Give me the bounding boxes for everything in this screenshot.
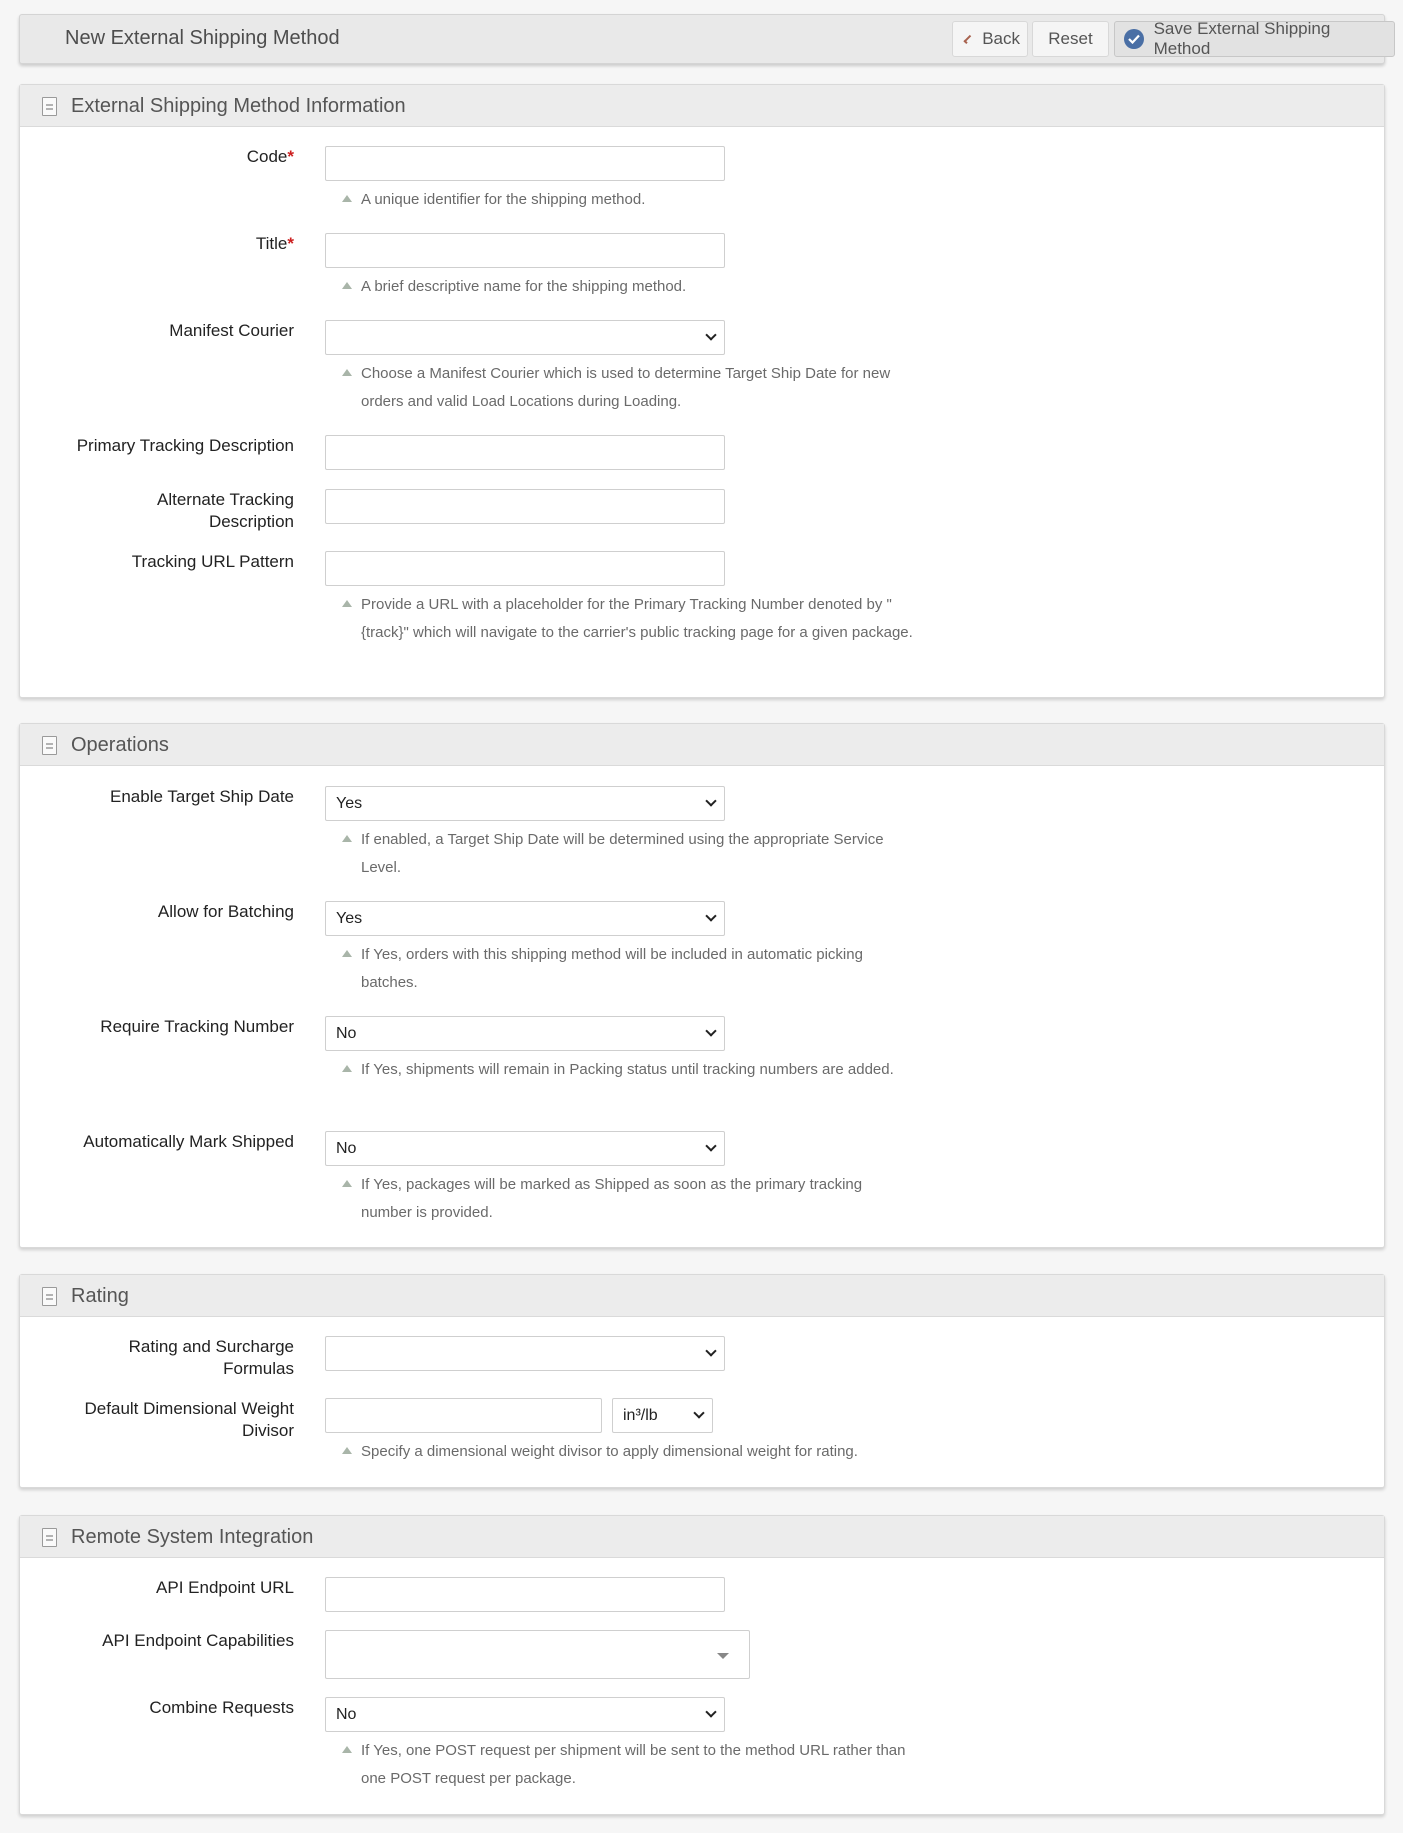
rating-formulas-select[interactable]: [325, 1336, 725, 1371]
save-button-label: Save External Shipping Method: [1153, 19, 1331, 58]
rating-panel-title: Rating: [71, 1285, 129, 1307]
tracking-number-label: Require Tracking Number: [100, 1017, 294, 1036]
info-panel: [19, 84, 1385, 698]
combine-requests-label: Combine Requests: [149, 1698, 294, 1717]
required-marker: *: [287, 234, 294, 253]
info-panel-title: External Shipping Method Information: [71, 95, 406, 117]
code-input[interactable]: [325, 146, 725, 181]
dim-divisor-help: Specify a dimensional weight divisor to apply dimensional weight for rating.: [342, 1438, 917, 1466]
help-arrow-icon: [342, 1180, 352, 1187]
dim-divisor-input[interactable]: [325, 1398, 602, 1433]
remote-panel-title: Remote System Integration: [71, 1526, 314, 1548]
chevron-down-icon: [705, 795, 716, 806]
batching-help: If Yes, orders with this shipping method will be included in automatic picking batches.: [342, 941, 917, 997]
caret-down-icon: [717, 1653, 729, 1659]
combine-requests-select[interactable]: No: [325, 1697, 725, 1732]
required-marker: *: [287, 147, 294, 166]
help-arrow-icon: [342, 950, 352, 957]
api-capabilities-label: API Endpoint Capabilities: [102, 1631, 294, 1650]
chevron-down-icon: [705, 910, 716, 921]
help-arrow-icon: [342, 600, 352, 607]
rating-formulas-label: Rating and Surcharge Formulas: [128, 1337, 294, 1378]
reset-button[interactable]: [1032, 21, 1109, 57]
save-button[interactable]: [1114, 21, 1395, 57]
batching-label: Allow for Batching: [157, 902, 294, 921]
batching-select[interactable]: Yes: [325, 901, 725, 936]
back-button-label: Back: [982, 29, 1020, 48]
manifest-courier-help: Choose a Manifest Courier which is used to determine Target Ship Date for new orders and valid Load Locations during Loading.: [342, 360, 917, 416]
target-ship-date-select[interactable]: Yes: [325, 786, 725, 821]
document-icon: [42, 1287, 57, 1306]
mark-shipped-help: If Yes, packages will be marked as Shipped as soon as the primary tracking number is provided.: [342, 1171, 917, 1227]
primary-tracking-label: Primary Tracking Description: [76, 436, 294, 455]
dim-unit-select[interactable]: in³/lb: [612, 1398, 713, 1433]
rating-panel: [19, 1274, 1385, 1488]
primary-tracking-input[interactable]: [325, 435, 725, 470]
page-title: New External Shipping Method: [65, 27, 340, 49]
alternate-tracking-input[interactable]: [325, 489, 725, 524]
manifest-courier-select[interactable]: [325, 320, 725, 355]
title-label: Title*: [255, 234, 294, 253]
tracking-url-input[interactable]: [325, 551, 725, 586]
help-arrow-icon: [342, 195, 352, 202]
api-url-label: API Endpoint URL: [156, 1578, 294, 1597]
dim-divisor-label: Default Dimensional Weight Divisor: [84, 1399, 294, 1440]
info-panel-header: [20, 85, 1384, 127]
alternate-tracking-label: Alternate Tracking Description: [156, 490, 294, 531]
help-arrow-icon: [342, 1065, 352, 1072]
tracking-url-help: Provide a URL with a placeholder for the Primary Tracking Number denoted by "{track}" which will navigate to the carrier's public tracking page for a given package.: [342, 591, 917, 647]
tracking-number-help: If Yes, shipments will remain in Packing status until tracking numbers are added.: [342, 1056, 917, 1084]
chevron-down-icon: [705, 1140, 716, 1151]
document-icon: [42, 736, 57, 755]
remote-panel: [19, 1515, 1385, 1815]
tracking-number-select[interactable]: No: [325, 1016, 725, 1051]
chevron-left-icon: [963, 34, 972, 43]
document-icon: [42, 97, 57, 116]
title-input[interactable]: [325, 233, 725, 268]
target-ship-date-label: Enable Target Ship Date: [110, 787, 294, 806]
tracking-url-label: Tracking URL Pattern: [131, 552, 294, 571]
help-arrow-icon: [342, 1447, 352, 1454]
check-circle-icon: [1124, 29, 1144, 49]
api-capabilities-multiselect[interactable]: [325, 1630, 750, 1679]
operations-panel-title: Operations: [71, 734, 169, 756]
help-arrow-icon: [342, 369, 352, 376]
chevron-down-icon: [705, 1345, 716, 1356]
chevron-down-icon: [705, 1706, 716, 1717]
chevron-down-icon: [705, 1025, 716, 1036]
code-label: Code*: [246, 147, 294, 166]
target-ship-date-help: If enabled, a Target Ship Date will be determined using the appropriate Service Level.: [342, 826, 917, 882]
api-url-input[interactable]: [325, 1577, 725, 1612]
operations-panel-header: [20, 724, 1384, 766]
reset-button-label: Reset: [1048, 29, 1093, 48]
help-arrow-icon: [342, 835, 352, 842]
title-help: A brief descriptive name for the shipping method.: [342, 273, 917, 301]
help-arrow-icon: [342, 282, 352, 289]
back-button[interactable]: [952, 21, 1028, 57]
document-icon: [42, 1528, 57, 1547]
combine-requests-help: If Yes, one POST request per shipment will be sent to the method URL rather than one POST request per package.: [342, 1737, 917, 1793]
rating-panel-header: [20, 1275, 1384, 1317]
page-header: [19, 14, 1385, 64]
code-help: A unique identifier for the shipping method.: [342, 186, 917, 214]
remote-panel-header: [20, 1516, 1384, 1558]
chevron-down-icon: [693, 1407, 704, 1418]
manifest-courier-label: Manifest Courier: [169, 321, 294, 340]
mark-shipped-select[interactable]: No: [325, 1131, 725, 1166]
chevron-down-icon: [705, 329, 716, 340]
mark-shipped-label: Automatically Mark Shipped: [83, 1132, 294, 1151]
operations-panel: [19, 723, 1385, 1248]
help-arrow-icon: [342, 1746, 352, 1753]
